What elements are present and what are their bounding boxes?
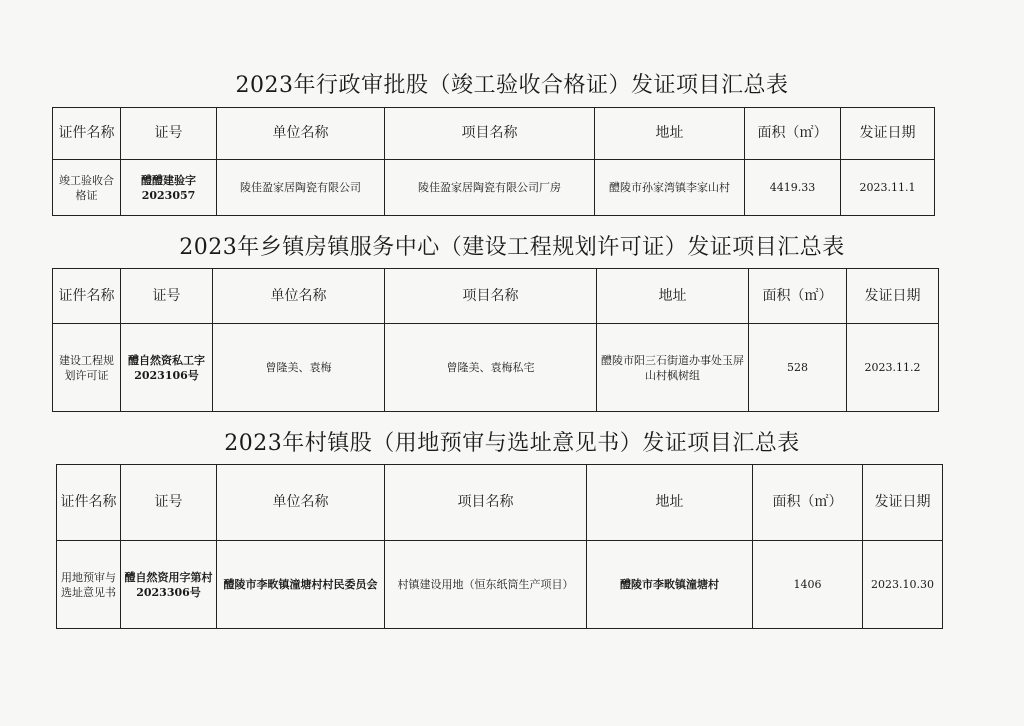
header-project-name: 项目名称: [385, 269, 597, 324]
cell-area: 528: [749, 324, 847, 412]
header-area: 面积（㎡）: [745, 108, 841, 160]
cell-issue-date: 2023.11.2: [847, 324, 939, 412]
cell-cert-name: 建设工程规划许可证: [53, 324, 121, 412]
header-address: 地址: [595, 108, 745, 160]
table-2: [52, 268, 939, 412]
table-row: [57, 541, 943, 629]
cell-project-name: 曾隆美、袁梅私宅: [385, 324, 597, 412]
cell-cert-name: 竣工验收合格证: [53, 160, 121, 216]
cell-cert-no: 醴醴建验字2023057: [121, 160, 217, 216]
table-1-title: 2023年行政审批股（竣工验收合格证）发证项目汇总表: [235, 73, 789, 98]
cell-project-name: 村镇建设用地（恒东纸筒生产项目）: [385, 541, 587, 629]
cell-address: 醴陵市李畋镇潼塘村: [587, 541, 753, 629]
cell-unit-name: 曾隆美、袁梅: [213, 324, 385, 412]
cell-project-name: 陵佳盈家居陶瓷有限公司厂房: [385, 160, 595, 216]
cell-address: 醴陵市阳三石街道办事处玉屏山村枫树组: [597, 324, 749, 412]
table-1-header-row: [53, 108, 935, 160]
table-2-title: 2023年乡镇房镇服务中心（建设工程规划许可证）发证项目汇总表: [179, 235, 845, 260]
header-cert-no: 证号: [121, 108, 217, 160]
header-project-name: 项目名称: [385, 108, 595, 160]
header-area: 面积（㎡）: [753, 465, 863, 541]
table-3-header-row: [57, 465, 943, 541]
header-unit-name: 单位名称: [217, 108, 385, 160]
cell-address: 醴陵市孙家湾镇李家山村: [595, 160, 745, 216]
table-row: [53, 160, 935, 216]
header-unit-name: 单位名称: [217, 465, 385, 541]
cell-cert-name: 用地预审与选址意见书: [57, 541, 121, 629]
header-cert-no: 证号: [121, 465, 217, 541]
cell-issue-date: 2023.10.30: [863, 541, 943, 629]
header-issue-date: 发证日期: [841, 108, 935, 160]
table-1: [52, 107, 935, 216]
table-3-title: 2023年村镇股（用地预审与选址意见书）发证项目汇总表: [224, 431, 800, 456]
cell-cert-no: 醴自然资私工字2023106号: [121, 324, 213, 412]
header-project-name: 项目名称: [385, 465, 587, 541]
header-address: 地址: [587, 465, 753, 541]
table-2-header-row: [53, 269, 939, 324]
cell-unit-name: 陵佳盈家居陶瓷有限公司: [217, 160, 385, 216]
cell-area: 4419.33: [745, 160, 841, 216]
header-cert-name: 证件名称: [53, 108, 121, 160]
header-issue-date: 发证日期: [847, 269, 939, 324]
cell-issue-date: 2023.11.1: [841, 160, 935, 216]
header-cert-name: 证件名称: [57, 465, 121, 541]
header-issue-date: 发证日期: [863, 465, 943, 541]
cell-area: 1406: [753, 541, 863, 629]
cell-unit-name: 醴陵市李畋镇潼塘村村民委员会: [217, 541, 385, 629]
header-unit-name: 单位名称: [213, 269, 385, 324]
header-area: 面积（㎡）: [749, 269, 847, 324]
header-address: 地址: [597, 269, 749, 324]
header-cert-no: 证号: [121, 269, 213, 324]
table-3: [56, 464, 943, 629]
table-row: [53, 324, 939, 412]
cell-cert-no: 醴自然资用字第村2023306号: [121, 541, 217, 629]
header-cert-name: 证件名称: [53, 269, 121, 324]
